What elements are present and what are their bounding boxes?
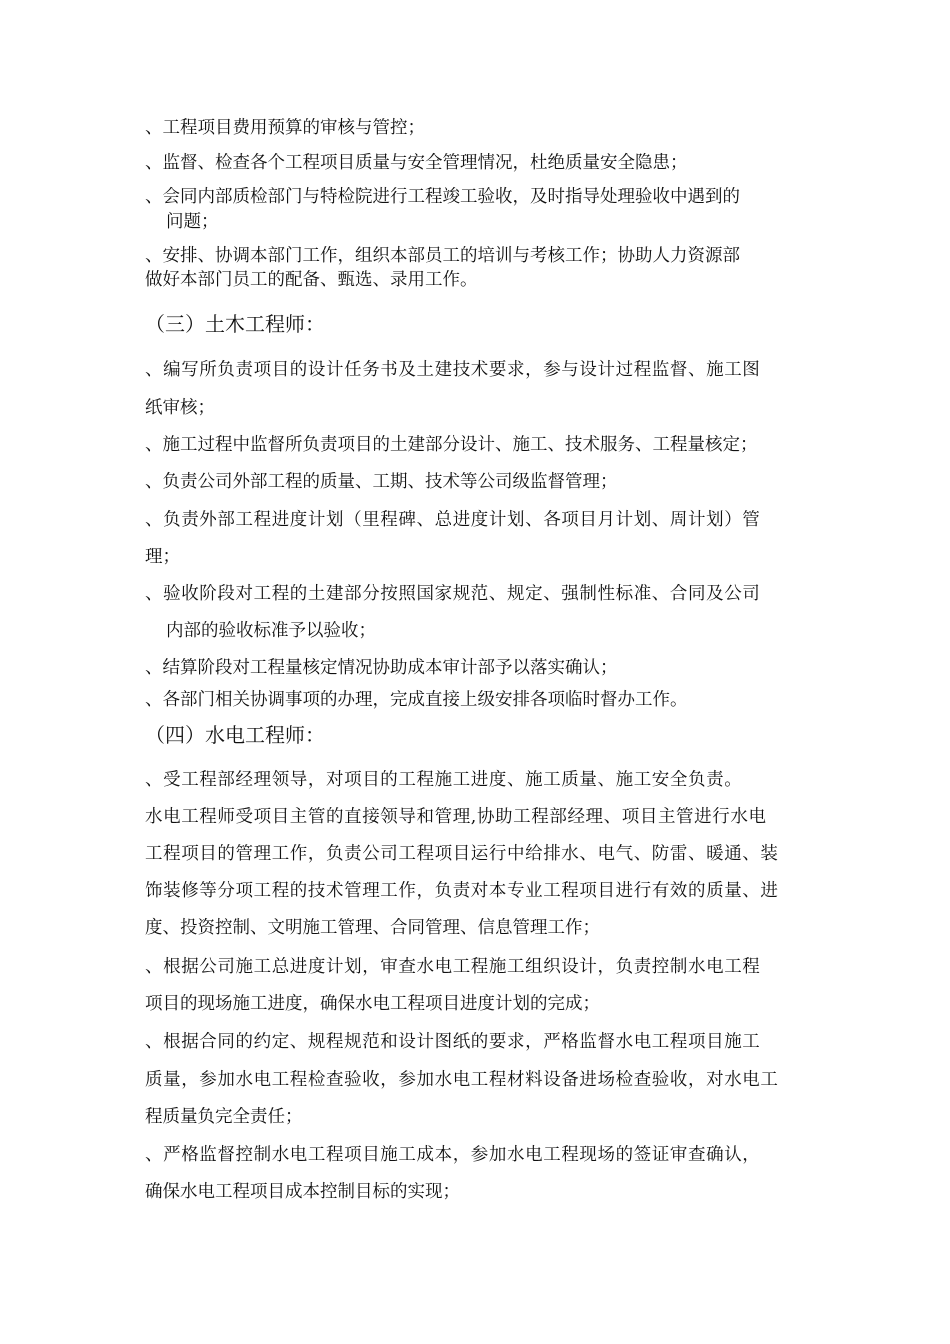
mep-item-responsibility-cont-1: 水电工程师受项目主管的直接领导和管理,协助工程部经理、项目主管进行水电 [145, 807, 767, 827]
mep-item-responsibility: 、受工程部经理领导，对项目的工程施工进度、施工质量、施工安全负责。 [145, 770, 743, 790]
mep-item-schedule: 、根据公司施工总进度计划，审查水电工程施工组织设计，负责控制水电工程 [145, 957, 761, 977]
mep-item-quality-cont-1: 质量，参加水电工程检查验收，参加水电工程材料设备进场检查验收，对水电工 [145, 1070, 779, 1090]
mep-item-cost: 、严格监督控制水电工程项目施工成本，参加水电工程现场的签证审查确认， [145, 1145, 761, 1165]
section-heading-mep-engineer: （四）水电工程师： [145, 723, 325, 747]
civil-item-design-brief: 、编写所负责项目的设计任务书及土建技术要求，参与设计过程监督、施工图 [145, 360, 761, 380]
mep-item-responsibility-cont-2: 工程项目的管理工作，负责公司工程项目运行中给排水、电气、防雷、暖通、装 [145, 844, 779, 864]
civil-item-acceptance-cont: 内部的验收标准予以验收； [166, 621, 376, 641]
mep-item-responsibility-cont-3: 饰装修等分项工程的技术管理工作，负责对本专业工程项目进行有效的质量、进 [145, 881, 779, 901]
civil-item-coordination: 、各部门相关协调事项的办理，完成直接上级安排各项临时督办工作。 [145, 690, 688, 710]
duty-item-acceptance: 、会同内部质检部门与特检院进行工程竣工验收，及时指导处理验收中遇到的 [145, 187, 740, 207]
mep-item-cost-cont: 确保水电工程项目成本控制目标的实现； [145, 1182, 460, 1202]
civil-item-schedule: 、负责外部工程进度计划（里程碑、总进度计划、各项目月计划、周计划）管 [145, 510, 761, 530]
civil-item-schedule-cont: 理； [145, 547, 180, 567]
duty-item-budget: 、工程项目费用预算的审核与管控； [145, 118, 425, 138]
civil-item-external-quality: 、负责公司外部工程的质量、工期、技术等公司级监督管理； [145, 472, 618, 492]
duty-item-staffing: 、安排、协调本部门工作，组织本部员工的培训与考核工作；协助人力资源部 [145, 246, 740, 266]
duty-item-quality-safety: 、监督、检查各个工程项目质量与安全管理情况，杜绝质量安全隐患； [145, 153, 688, 173]
duty-item-staffing-cont: 做好本部门员工的配备、甄选、录用工作。 [145, 270, 478, 290]
section-heading-civil-engineer: （三）土木工程师： [145, 312, 325, 336]
mep-item-responsibility-cont-4: 度、投资控制、文明施工管理、合同管理、信息管理工作； [145, 918, 600, 938]
civil-item-settlement: 、结算阶段对工程量核定情况协助成本审计部予以落实确认； [145, 658, 618, 678]
civil-item-acceptance: 、验收阶段对工程的土建部分按照国家规范、规定、强制性标准、合同及公司 [145, 584, 761, 604]
mep-item-quality-cont-2: 程质量负完全责任； [145, 1107, 303, 1127]
mep-item-schedule-cont: 项目的现场施工进度，确保水电工程项目进度计划的完成； [145, 994, 600, 1014]
duty-item-acceptance-cont: 问题； [166, 212, 219, 232]
civil-item-construction-supervision: 、施工过程中监督所负责项目的土建部分设计、施工、技术服务、工程量核定； [145, 435, 758, 455]
mep-item-quality: 、根据合同的约定、规程规范和设计图纸的要求，严格监督水电工程项目施工 [145, 1032, 761, 1052]
civil-item-design-brief-cont: 纸审核； [145, 398, 215, 418]
